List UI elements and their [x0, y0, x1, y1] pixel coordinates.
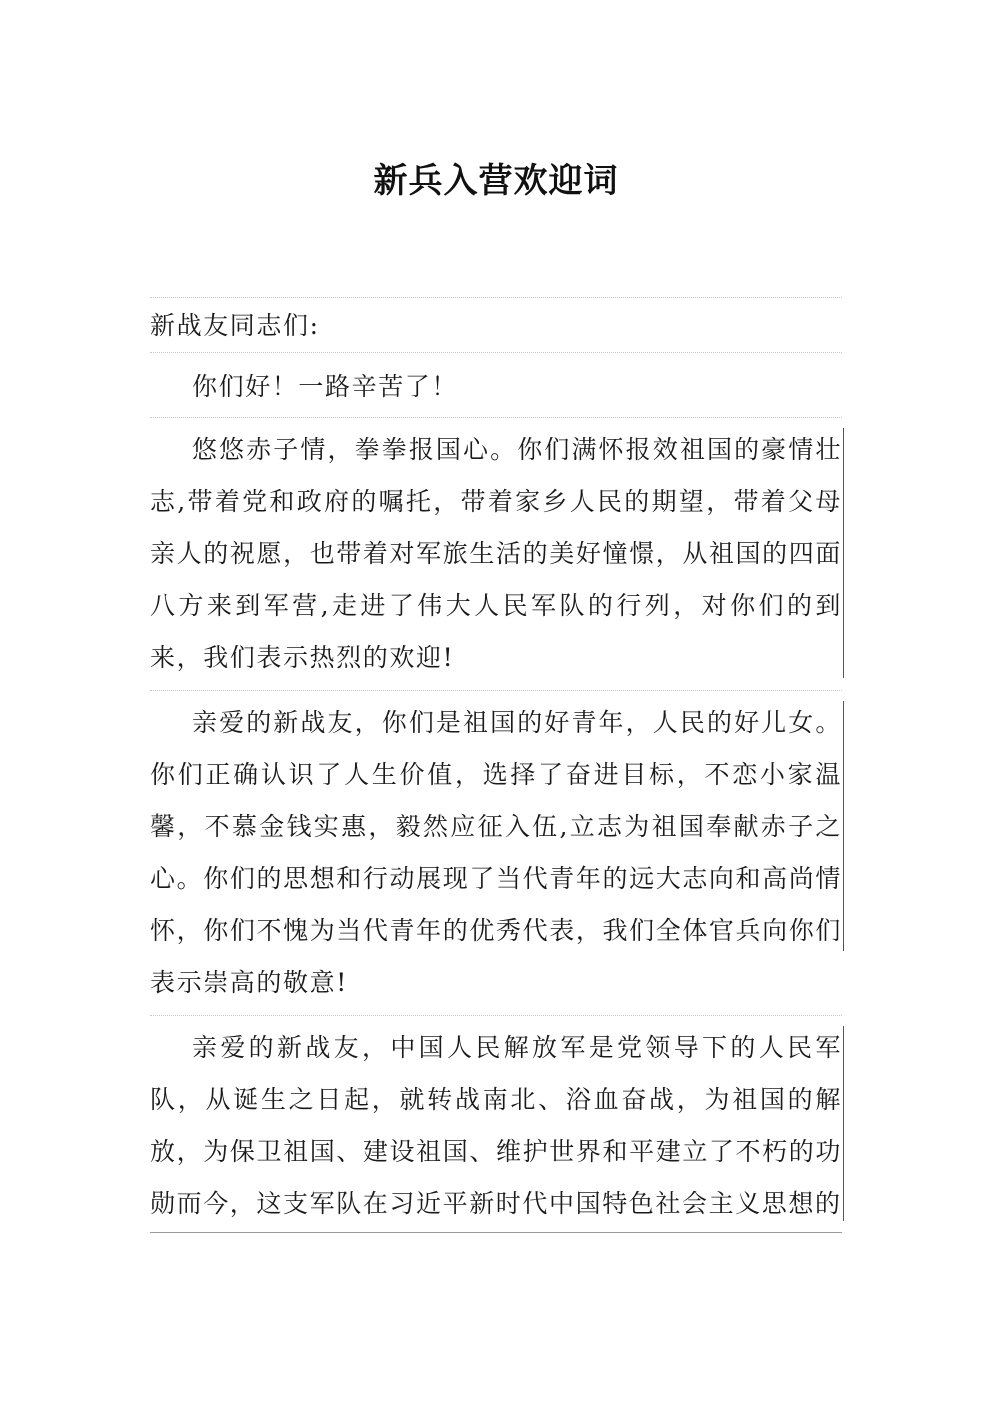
paragraph: 你们好！一路辛苦了！ [192, 372, 459, 401]
paragraph-text: 亲爱的新战友，中国人民解放军是党领导下的人民军队，从诞生之日起，就转战南北、浴血奋战，为祖国的解放，为保卫祖国、建设祖国、维护世界和平建立了不朽的功勋而今，这支军队在习近平新时代中国特色社会主义思想的 [150, 1033, 842, 1218]
paragraph-text: 亲爱的新战友，你们是祖国的好青年，人民的好儿女。你们正确认识了人生价值，选择了奋进目标，不恋小家温馨，不慕金钱实惠，毅然应征入伍,立志为祖国奉献赤子之心。你们的思想和行动展现了当代青年的远大志向和高尚情怀，你们不愧为当代青年的优秀代表，我们全体官兵向你们表示崇高的敬意! [150, 708, 842, 997]
paragraph [150, 418, 842, 690]
bottom-rule [150, 1232, 842, 1233]
revision-bar [843, 701, 844, 951]
revision-bar [843, 428, 844, 678]
paragraph-text: 悠悠赤子情，拳拳报国心。你们满怀报效祖国的豪情壮志,带着党和政府的嘱托，带着家乡人民的期望，带着父母亲人的祝愿，也带着对军旅生活的美好憧憬，从祖国的四面八方来到军营,走进了伟大人民军队的行列，对你们的到来，我们表示热烈的欢迎! [150, 435, 842, 672]
document-title: 新兵入营欢迎词 [373, 161, 619, 201]
greeting: 新战友同志们: [150, 311, 320, 340]
revision-bar [843, 1026, 844, 1221]
paragraph [150, 691, 842, 1015]
paragraph [150, 1016, 842, 1232]
document-body [150, 297, 842, 1233]
